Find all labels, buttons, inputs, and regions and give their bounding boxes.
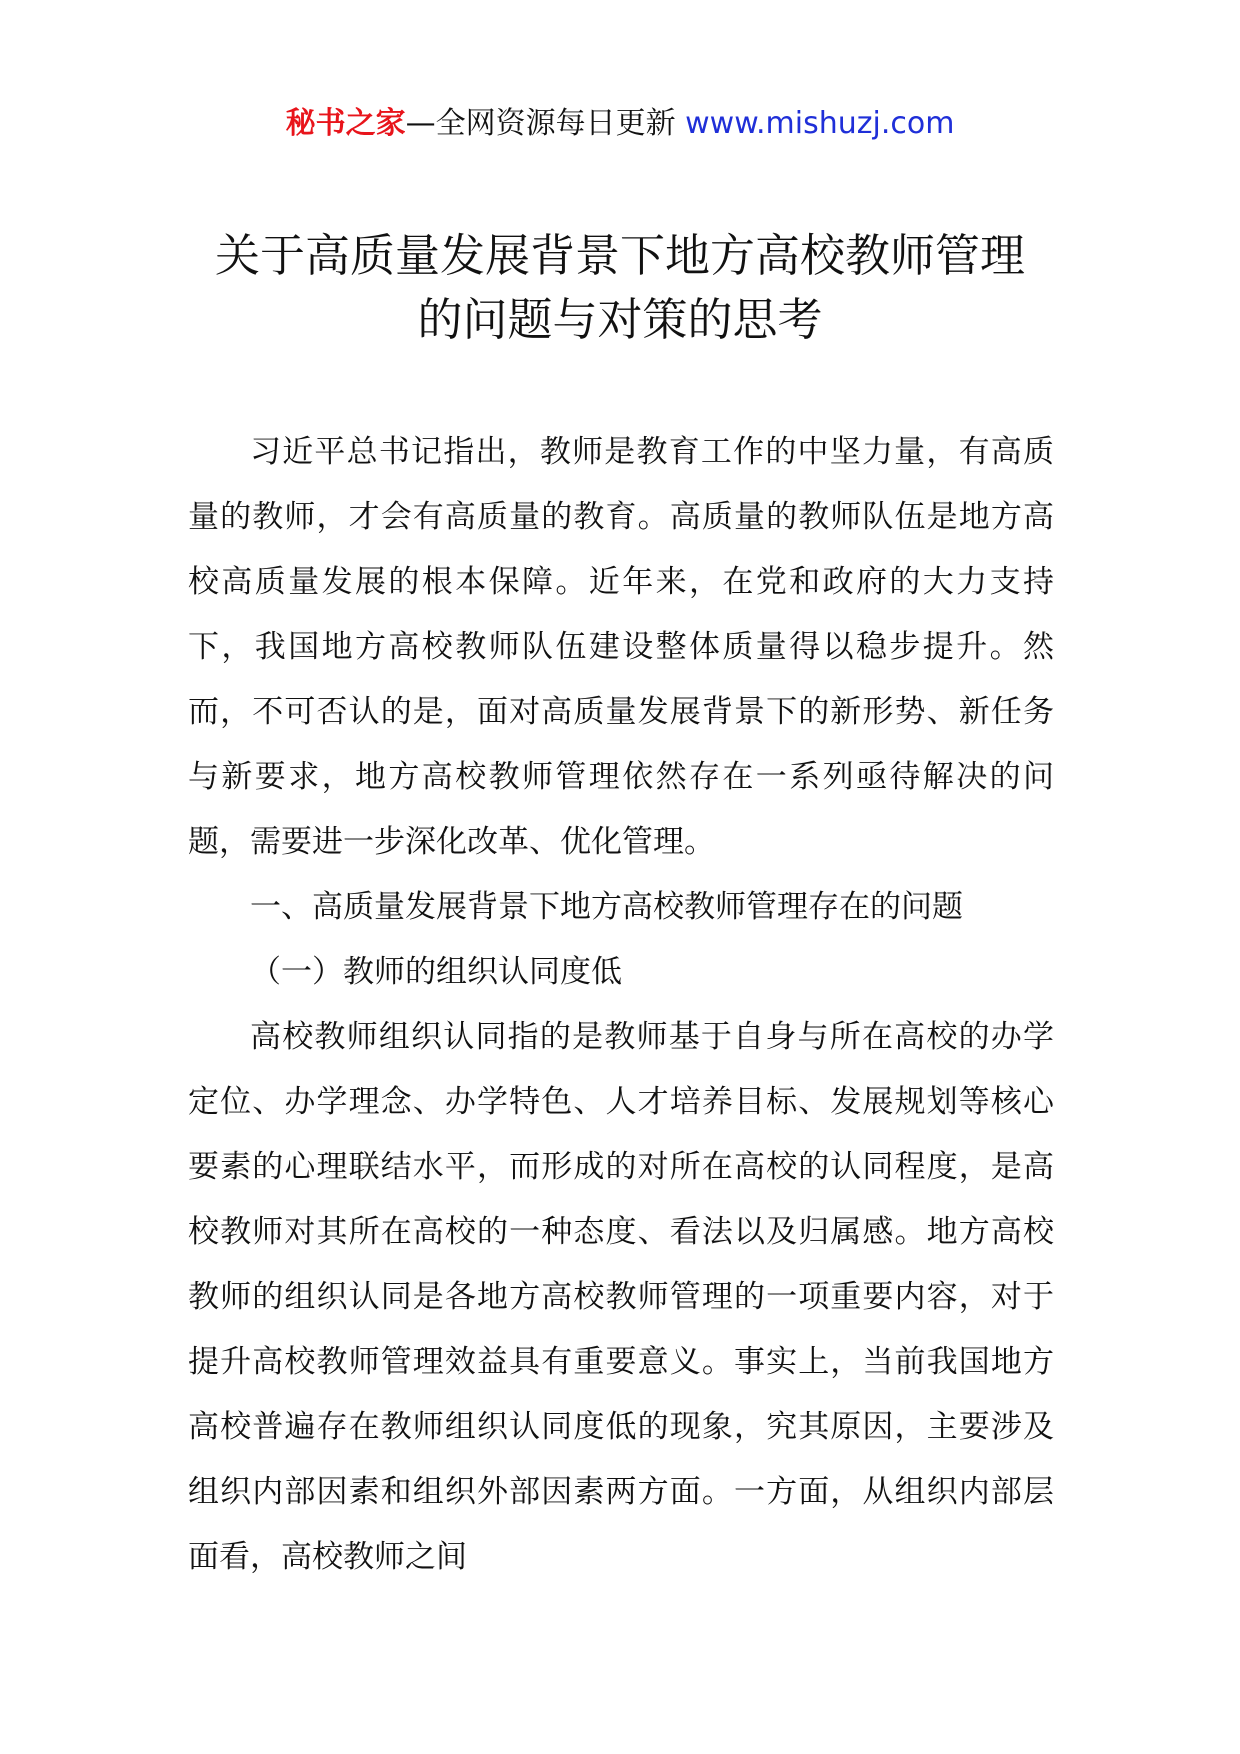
site-url-link[interactable]: www.mishuzj.com — [685, 106, 955, 141]
title-line-2: 的问题与对策的思考 — [417, 293, 823, 346]
header-tagline: —全网资源每日更新 — [405, 106, 686, 141]
section-heading: 一、高质量发展背景下地方高校教师管理存在的问题 — [250, 889, 963, 925]
site-header-banner — [0, 102, 1240, 146]
subsection-heading: （一）教师的组织认同度低 — [250, 954, 622, 990]
title-line-1: 关于高质量发展背景下地方高校教师管理 — [214, 229, 1025, 282]
document-title — [150, 224, 1090, 352]
body-paragraph: 高校教师组织认同指的是教师基于自身与所在高校的办学定位、办学理念、办学特色、人才培养目标、发展规划等核心要素的心理联结水平，而形成的对所在高校的认同程度，是高校教师对其所在高校的一种态度、看法以及归属感。地方高校教师的组织认同是各地方高校教师管理的一项重要内容，对于提升高校教师管理效益具有重要意义。事实上，当前我国地方高校普遍存在教师组织认同度低的现象，究其原因，主要涉及组织内部因素和组织外部因素两方面。一方面，从组织内部层面看，高校教师之间 — [188, 1019, 1054, 1575]
intro-paragraph: 习近平总书记指出，教师是教育工作的中坚力量，有高质量的教师，才会有高质量的教育。高质量的教师队伍是地方高校高质量发展的根本保障。近年来，在党和政府的大力支持下，我国地方高校教师队伍建设整体质量得以稳步提升。然而，不可否认的是，面对高质量发展背景下的新形势、新任务与新要求，地方高校教师管理依然存在一系列亟待解决的问题，需要进一步深化改革、优化管理。 — [188, 434, 1054, 860]
brand-name: 秘书之家 — [285, 106, 406, 141]
document-body — [188, 420, 1054, 1590]
